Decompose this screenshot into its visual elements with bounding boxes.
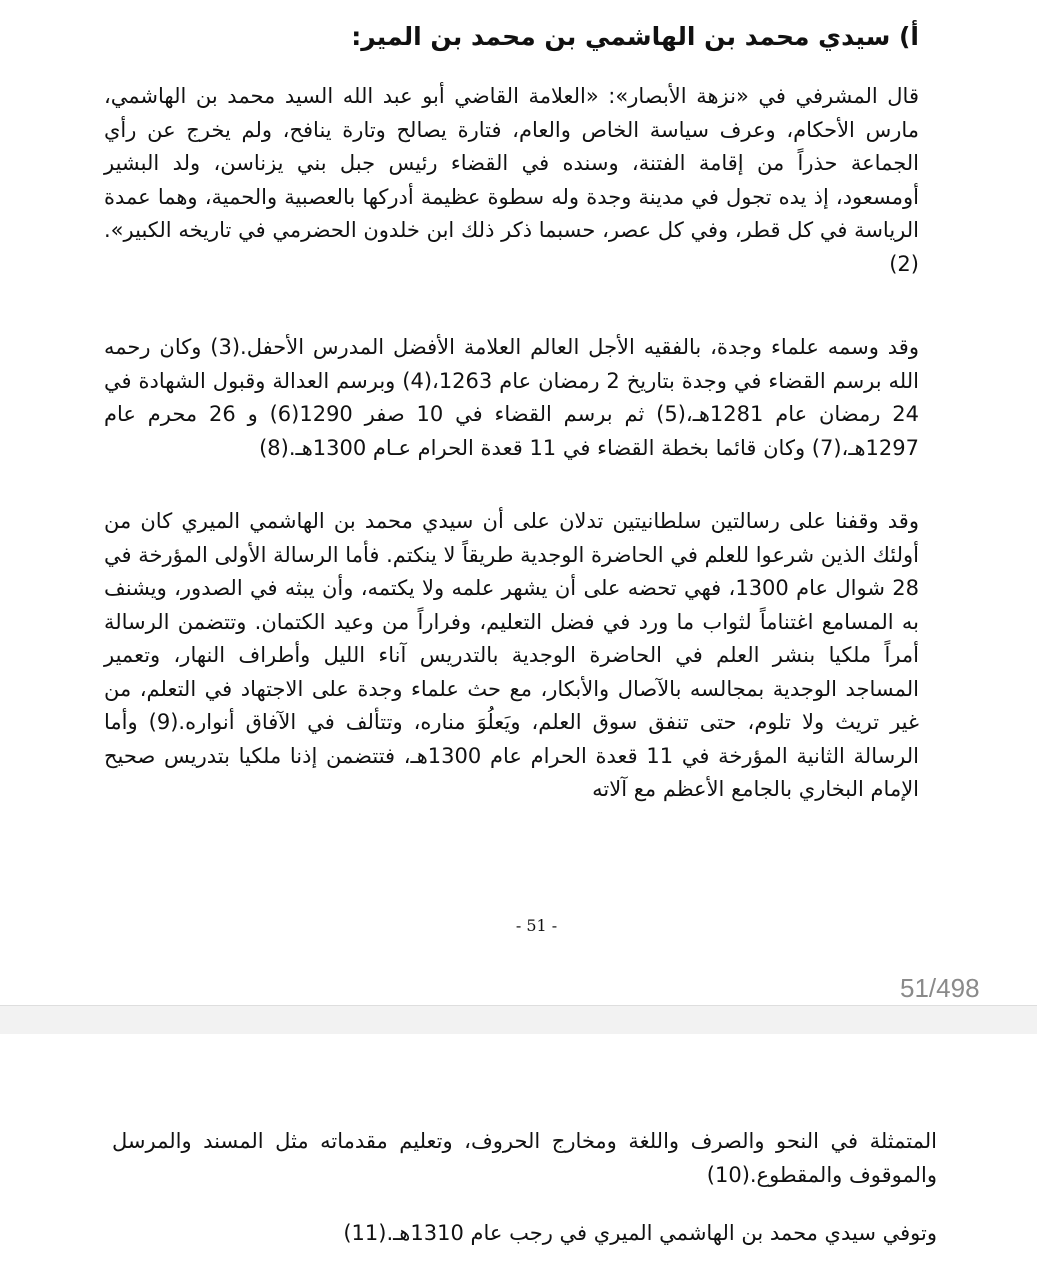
page-separator <box>0 1005 1037 1035</box>
paragraph-curriculum: المتمثلة في النحو والصرف واللغة ومخارج الحروف، وتعليم مقدماته مثل المسند والمرسل والموقوف والمقطوع.(10) <box>112 1129 937 1187</box>
paragraph-death: وتوفي سيدي محمد بن الهاشمي الميري في رجب عام 1310هـ.(11) <box>343 1221 937 1245</box>
section-heading: أ) سيدي محمد بن الهاشمي بن محمد بن المير: <box>351 22 919 51</box>
document-page-52 <box>0 1034 1037 1280</box>
paragraph-mashrafi-quote: قال المشرفي في «نزهة الأبصار»: «العلامة القاضي أبو عبد الله السيد محمد بن الهاشمي، مارس الأحكام، وعرف سياسة الخاص والعام، فتارة يصالح وتارة ينافح، ولم يخرج عن رأي الجماعة حذراً من إقامة الفتنة، وسنده في القضاء رئيس جبل بني يزناسن، ولد البشير أومسعود، إذ يده تجول في مدينة وجدة وله سطوة عظيمة أدركها بالعصبية والحمية، وهما عمدة الرياسة في كل قطر، وفي كل عصر، حسبما ذكر ذلك ابن خلدون الحضرمي في تاريخه الكبير».(2) <box>104 84 919 276</box>
paragraph-sultan-letters: وقد وقفنا على رسالتين سلطانيتين تدلان على أن سيدي محمد بن الهاشمي الميري كان من أولئك الذين شرعوا للعلم في الحاضرة الوجدية طريقاً لا ينكتم. فأما الرسالة الأولى المؤرخة في 28 شوال عام 1300، فهي تحضه على أن يشهر علمه ولا يكتمه، وأن يبثه في الصدور، ويشنف به المسامع اغتناماً لثواب ما ورد في فضل التعليم، وفراراً من وعيد الكتمان. وتتضمن الرسالة أمراً ملكيا بنشر العلم في الحاضرة الوجدية بالتدريس آناء الليل وأطراف النهار، وتعمير المساجد الوجدية بمجالسه بالآصال والأبكار، مع حث علماء وجدة على الاجتهاد في التعلم، من غير تريث ولا تلوم، حتى تنفق سوق العلم، ويَعلُوَ مناره، وتتألف في الآفاق أنواره.(9) وأما الرسالة الثانية المؤرخة في 11 قعدة الحرام عام 1300هـ، فتتضمن إذنا ملكيا بتدريس صحيح الإمام البخاري بالجامع الأعظم مع آلاته <box>104 509 920 801</box>
paragraph-judicial-career: وقد وسمه علماء وجدة، بالفقيه الأجل العالم العلامة الأفضل المدرس الأحفل.(3) وكان رحمه الله برسم القضاء في وجدة بتاريخ 2 رمضان عام 1263،(4) وبرسم العدالة وقبول الشهادة في 24 رمضان عام 1281هـ،(5) ثم برسم القضاء في 10 صفر 1290(6) و 26 محرم عام 1297هـ،(7) وكان قائما بخطة القضاء في 11 قعدة الحرام عـام 1300هـ.(8) <box>104 335 919 460</box>
viewer-page-counter: 51/498 <box>900 973 980 1003</box>
page-number: - 51 - <box>515 916 558 935</box>
